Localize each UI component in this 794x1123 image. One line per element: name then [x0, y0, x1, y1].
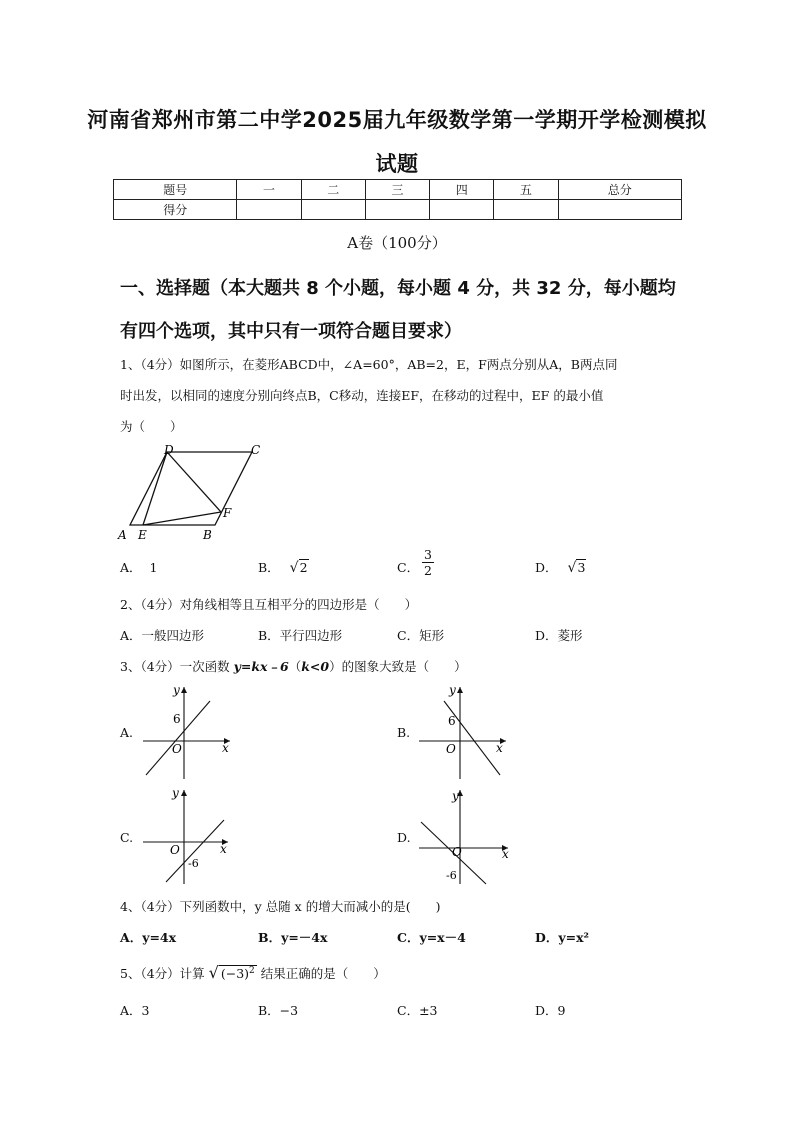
score-cell: 题号	[114, 180, 237, 200]
section1-heading-line2: 有四个选项，其中只有一项符合题目要求）	[120, 321, 462, 342]
origin-label: O	[452, 845, 462, 859]
page-title-line2: 试题	[375, 152, 419, 176]
q2-option-b[interactable]: B．平行四边形	[258, 628, 343, 643]
q3-graph-c[interactable]	[140, 786, 235, 886]
q5-option-c[interactable]: C．±3	[397, 1003, 438, 1018]
q5-prefix: 5、（4分）计算	[120, 966, 205, 981]
q1-option-c-fraction	[422, 547, 434, 578]
section1-heading: 一、选择题（本大题共 8 个小题，每小题 4 分，共 32 分，每小题均	[120, 278, 676, 299]
radicand: 2	[299, 560, 308, 575]
q5-suffix: 结果正确的是（ ）	[260, 966, 386, 981]
q3-graph-b[interactable]	[416, 683, 511, 781]
score-cell: 一	[237, 180, 301, 200]
score-input-cell[interactable]	[301, 200, 365, 220]
segment-ef	[143, 512, 221, 525]
q1-option-c[interactable]	[397, 558, 419, 576]
sqrt-sign-icon: √	[567, 560, 577, 576]
x-label: x	[496, 741, 503, 755]
score-input-cell[interactable]	[494, 200, 558, 220]
q3-option-c-label[interactable]: C.	[120, 830, 134, 845]
fraction-numerator: 3	[424, 547, 432, 562]
q4-option-d[interactable]: D．y=x²	[535, 930, 590, 945]
q2-option-a[interactable]: A．一般四边形	[120, 628, 205, 643]
origin-label: O	[172, 742, 182, 756]
score-cell: 三	[365, 180, 429, 200]
q3-graph-a[interactable]	[140, 683, 235, 781]
q5-radicand	[219, 965, 257, 981]
q5-option-d[interactable]: D．9	[535, 1003, 566, 1018]
y-label: y	[449, 683, 456, 697]
rhombus-figure	[115, 440, 275, 544]
q3-option-a-label[interactable]: A.	[120, 725, 134, 740]
radicand-base: (−3)	[220, 966, 250, 981]
q1-option-d[interactable]	[535, 558, 586, 576]
q1-text: 1、（4分）如图所示，在菱形ABCD中，∠A=60°，AB=2，E，F两点分别从A，B两点同	[120, 357, 618, 372]
q4-option-b[interactable]: B．y=－4x	[258, 930, 328, 945]
intercept-label: 6	[173, 712, 181, 726]
intercept-label: -6	[188, 857, 199, 870]
q1-text-line2: 时出发，以相同的速度分别向终点B，C移动，连接EF，在移动的过程中，EF 的最小值	[120, 388, 604, 403]
q2-text: 2、（4分）对角线相等且互相平分的四边形是（ ）	[120, 597, 418, 612]
intercept-label: 6	[448, 714, 456, 728]
label-a: A	[118, 528, 127, 542]
option-label: D．	[535, 560, 558, 575]
option-label: A．	[120, 560, 142, 575]
x-label: x	[222, 741, 229, 755]
sqrt-sign-icon: √	[208, 963, 219, 982]
radicand-exponent: 2	[249, 965, 255, 976]
score-cell: 四	[430, 180, 494, 200]
label-c: C	[251, 443, 261, 457]
q3-text	[120, 657, 467, 675]
q3-paren: （	[288, 659, 302, 674]
section-a-heading: A卷（100分）	[347, 234, 447, 252]
q4-option-a[interactable]: A．y=4x	[120, 930, 177, 945]
y-axis-arrow-icon	[457, 687, 463, 693]
q3-function: y=kx﹣6	[233, 659, 289, 674]
origin-label: O	[170, 843, 180, 857]
segment-de	[143, 452, 167, 525]
rhombus-abcd	[130, 452, 252, 525]
q4-text: 4、（4分）下列函数中，y 总随 x 的增大而减小的是( )	[120, 899, 441, 914]
score-input-cell[interactable]	[237, 200, 301, 220]
q1-option-a[interactable]	[120, 558, 157, 576]
q3-graph-d[interactable]	[416, 786, 514, 886]
q5-option-b[interactable]: B．−3	[258, 1003, 299, 1018]
score-cell: 得分	[114, 200, 237, 220]
radicand: 3	[577, 560, 586, 575]
score-cell: 总分	[558, 180, 681, 200]
y-label: y	[172, 786, 179, 800]
y-label: y	[452, 789, 459, 803]
score-input-cell[interactable]	[365, 200, 429, 220]
option-label: C．	[397, 560, 420, 575]
fraction-denominator: 2	[422, 562, 434, 578]
y-axis-arrow-icon	[181, 790, 187, 796]
q1-text-line3: 为（ ）	[120, 419, 183, 434]
segment-df	[167, 452, 221, 512]
score-table-score-row	[114, 200, 682, 220]
y-axis-arrow-icon	[181, 687, 187, 693]
intercept-label: -6	[446, 869, 457, 882]
score-table-header-row	[114, 180, 682, 200]
origin-label: O	[446, 742, 456, 756]
score-cell: 二	[301, 180, 365, 200]
score-table	[113, 179, 682, 220]
q2-option-c[interactable]: C．矩形	[397, 628, 445, 643]
label-e: E	[138, 528, 147, 542]
option-text: 1	[149, 560, 158, 575]
q5-option-a[interactable]: A．3	[120, 1003, 150, 1018]
q3-option-d-label[interactable]: D.	[397, 830, 411, 845]
q3-suffix: ）的图象大致是（ ）	[329, 659, 467, 674]
q3-condition: k<0	[301, 659, 330, 674]
label-f: F	[223, 506, 232, 520]
page-title: 河南省郑州市第二中学2025届九年级数学第一学期开学检测模拟	[87, 108, 707, 132]
x-label: x	[220, 842, 227, 856]
y-label: y	[173, 683, 180, 697]
q3-option-b-label[interactable]: B.	[397, 725, 411, 740]
score-input-cell[interactable]	[558, 200, 681, 220]
label-b: B	[203, 528, 212, 542]
sqrt-sign-icon: √	[289, 560, 299, 576]
q5-text	[120, 963, 386, 982]
x-label: x	[502, 847, 509, 861]
option-label: B．	[258, 560, 280, 575]
score-input-cell[interactable]	[430, 200, 494, 220]
function-line	[444, 701, 500, 775]
q3-prefix: 3、（4分）一次函数	[120, 659, 234, 674]
score-cell: 五	[494, 180, 558, 200]
q1-option-b[interactable]	[258, 558, 309, 576]
label-d: D	[164, 443, 174, 457]
q2-option-d[interactable]: D．菱形	[535, 628, 583, 643]
q4-option-c[interactable]: C．y=x－4	[397, 930, 466, 945]
